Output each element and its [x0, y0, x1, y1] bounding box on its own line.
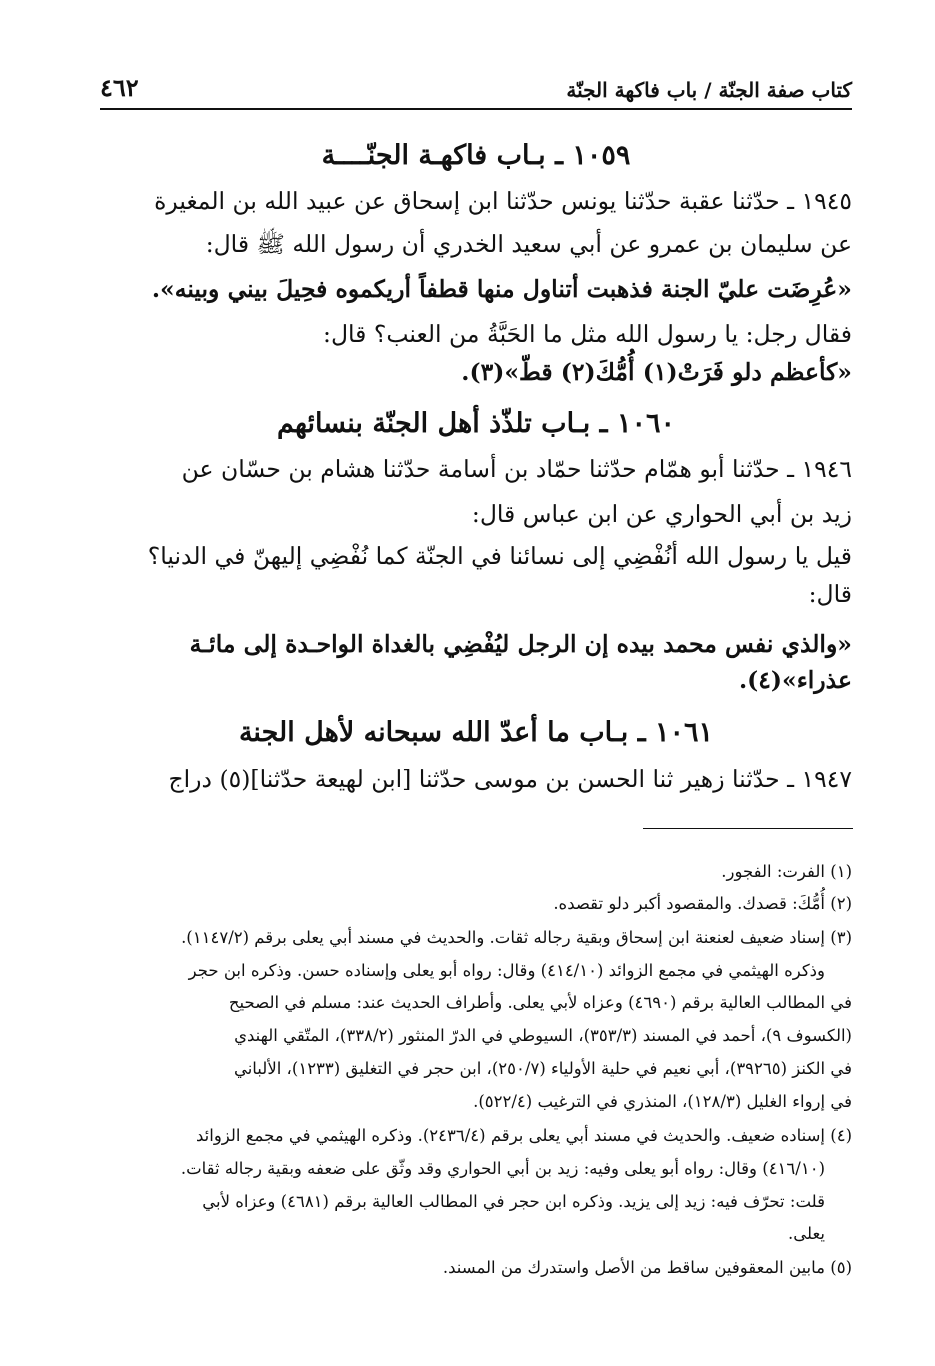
footnote-4-cont: (٤١٦/١٠) وقال: رواه أبو يعلى وفيه: زيد بن أبي الحواري وقد وثّق على ضعفه وبقية رجاله ثقات.: [180, 1159, 825, 1178]
footnote-3-cont: وذكره الهيثمي في مجمع الزوائد (٤١٤/١٠) وقال: رواه أبو يعلى وإسناده حسن. وذكره ابن حجر: [188, 961, 825, 980]
footnote-3-cont: في إرواء الغليل (١٢٨/٣)، المنذري في الترغيب (٥٢٢/٤).: [473, 1092, 852, 1111]
hadith-1946-line-1: ١٩٤٦ ـ حدّثنا أبو همّام حدّثنا حمّاد بن أسامة حدّثنا هشام بن حسّان عن: [181, 455, 852, 483]
footnote-4-cont: قلت: تحرّف فيه: زيد إلى يزيد. وذكره ابن حجر في المطالب العالية برقم (٤٦٨١) وعزاه لأبي: [202, 1192, 825, 1211]
chapter-heading-1060: ١٠٦٠ ـ بـاب تلذّذ أهل الجنّة بنسائهم: [277, 408, 675, 439]
footnote-3-cont: في الكنز (٣٩٢٦٥)، أبي نعيم في حلية الأولياء (٢٥٠/٧)، ابن حجر في التغليق (١٢٣٣)، الألباني: [233, 1059, 852, 1078]
footnote-2: (٢) أُمُّكَ: قصدك. والمقصود أكبر دلو تقصده.: [553, 894, 852, 913]
hadith-1945-line-2: عن سليمان بن عمرو عن أبي سعيد الخدري أن رسول الله ﷺ قال:: [205, 230, 852, 258]
chapter-heading-1061: ١٠٦١ ـ بـاب ما أعدّ الله سبحانه لأهل الجنة: [238, 717, 714, 748]
hadith-1945-line-5: «كأعظم دلو فَرَتْ(١) أُمُّكَ(٢) قطّ»(٣).: [461, 358, 852, 386]
hadith-1946-line-6: عذراء»(٤).: [738, 666, 852, 694]
footnote-1: (١) الفرت: الفجور.: [721, 862, 852, 881]
footnote-3-cont: في المطالب العالية برقم (٤٦٩٠) وعزاه لأبي يعلى. وأطراف الحديث عند: مسلم في الصحيح: [228, 993, 852, 1012]
footnote-5: (٥) مابين المعقوفين ساقط من الأصل واستدرك من المسند.: [442, 1258, 852, 1277]
page-header: [100, 70, 852, 110]
hadith-1945-line-3: «عُرِضَت عليّ الجنة فذهبت أتناول منها قطفاً أريكموه فحِيلَ بيني وبينه».: [151, 275, 852, 303]
chapter-heading-1059: ١٠٥٩ ـ بـاب فاكهـة الجنّــــة: [321, 140, 631, 171]
hadith-1945-line-1: ١٩٤٥ ـ حدّثنا عقبة حدّثنا يونس حدّثنا ابن إسحاق عن عبيد الله بن المغيرة: [154, 187, 852, 215]
page-number: ٤٦٢: [100, 73, 139, 102]
hadith-1947-line-1: ١٩٤٧ ـ حدّثنا زهير ثنا الحسن بن موسى حدّثنا [ابن لهيعة حدّثنا](٥) دراج: [168, 765, 852, 793]
hadith-1945-line-4: فقال رجل: يا رسول الله مثل ما الحَبَّةُ من العنب؟ قال:: [323, 320, 852, 348]
hadith-1946-line-3: قيل يا رسول الله أنُفْضِي إلى نسائنا في الجنّة كما نُفْضِي إليهنّ في الدنيا؟: [147, 542, 852, 570]
hadith-1946-line-4: قال:: [808, 580, 852, 608]
footnote-4-cont: يعلى.: [787, 1224, 825, 1243]
hadith-1946-line-2: زيد بن أبي الحواري عن ابن عباس قال:: [471, 500, 852, 528]
footnote-3-cont: (الكسوف ٩)، أحمد في المسند (٣٥٣/٣)، السيوطي في الدرّ المنثور (٣٣٨/٢)، المتّقي الهندي: [234, 1026, 852, 1045]
running-title: كتاب صفة الجنّة / باب فاكهة الجنّة: [566, 78, 852, 102]
footnote-4: (٤) إسناده ضعيف. والحديث في مسند أبي يعلى برقم (٢٤٣٦/٤). وذكره الهيثمي في مجمع الزوائد: [196, 1126, 852, 1145]
hadith-1946-line-5: «والذي نفس محمد بيده إن الرجل ليُفْضِي بالغداة الواحـدة إلى مائـة: [189, 630, 852, 658]
footnote-3: (٣) إسناد ضعيف لعنعنة ابن إسحاق وبقية رجاله ثقات. والحديث في مسند أبي يعلى برقم (١١٤٧/٢).: [181, 928, 852, 947]
footnote-separator: [643, 828, 853, 829]
